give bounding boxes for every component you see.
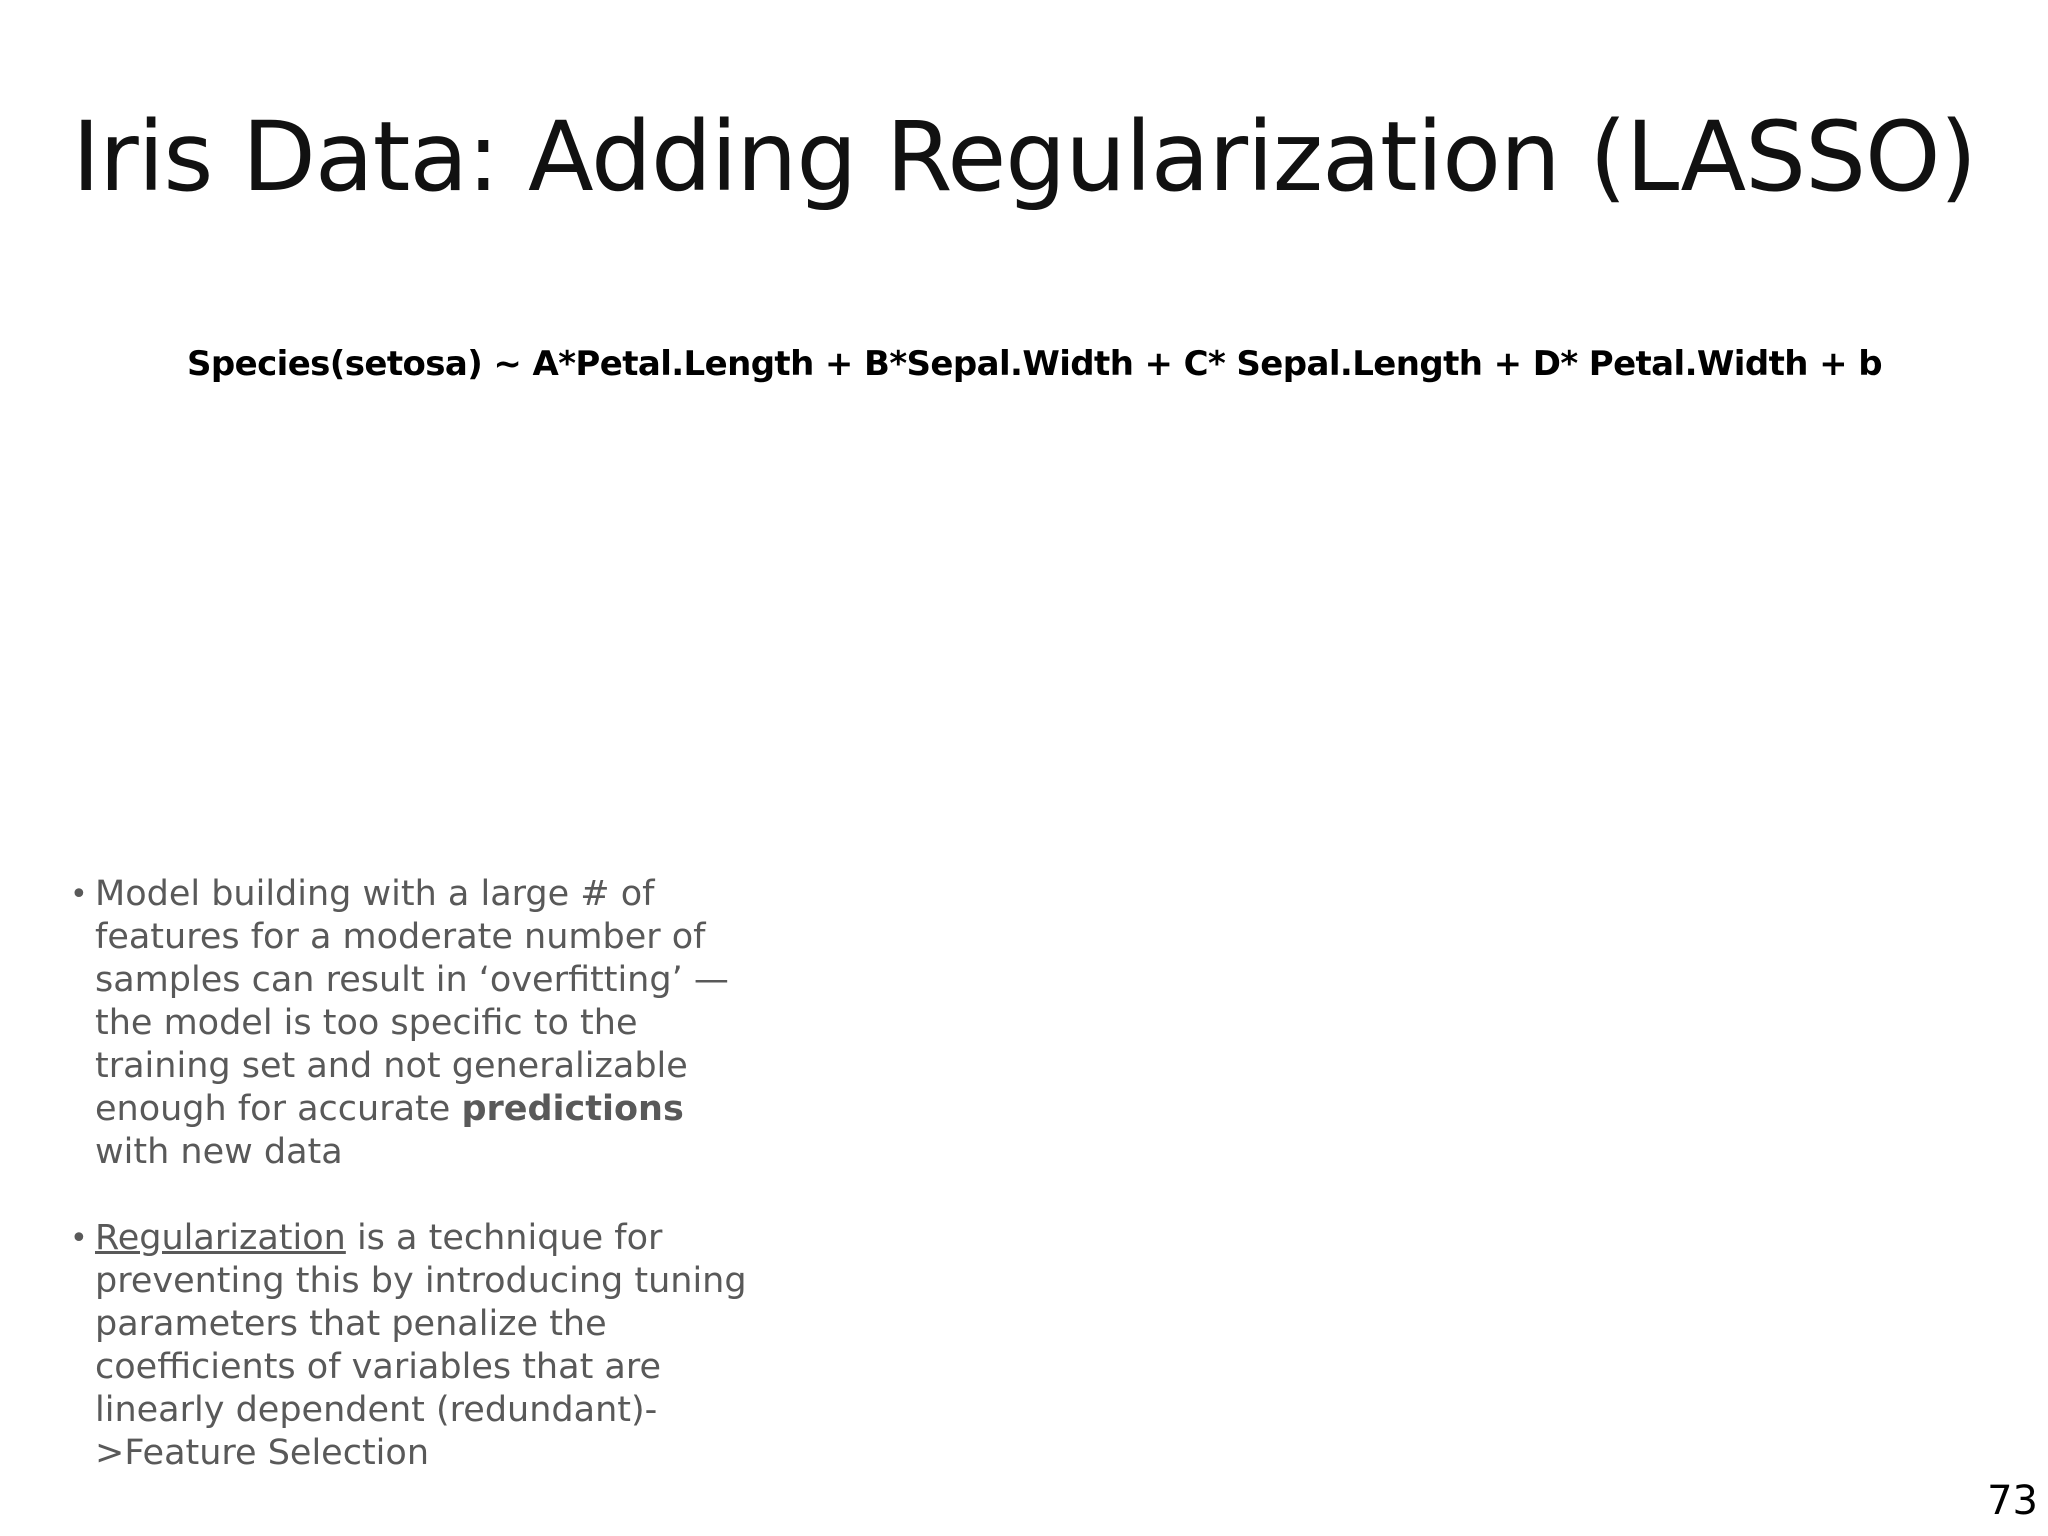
model-equation: Species(setosa) ~ A*Petal.Length + B*Sepal.Width + C* Sepal.Length + D* Petal.Width + b (187, 344, 1882, 384)
bullet-bold-text: predictions (461, 1089, 684, 1129)
bullet-list (70, 873, 750, 1475)
slide-title: Iris Data: Adding Regularization (LASSO) (71, 101, 1977, 213)
bullet-regularization (70, 1217, 750, 1475)
bullet-text: Model building with a large # of features for a moderate number of samples can result in ‘overfitting’ — the model is too specific to the training set and not generalizable enough for accurate (95, 874, 729, 1129)
bullet-overfitting (70, 873, 750, 1174)
page-number: 73 (1987, 1478, 2038, 1524)
bullet-dot-icon: • (70, 1221, 88, 1256)
bullet-text: is a technique for preventing this by introducing tuning parameters that penalize the coefficients of variables that are linearly dependent (redundant)->Feature Selection (95, 1218, 747, 1473)
bullet-text-end: with new data (95, 1132, 343, 1172)
bullet-underlined-term: Regularization (95, 1218, 346, 1258)
bullet-dot-icon: • (70, 877, 88, 912)
